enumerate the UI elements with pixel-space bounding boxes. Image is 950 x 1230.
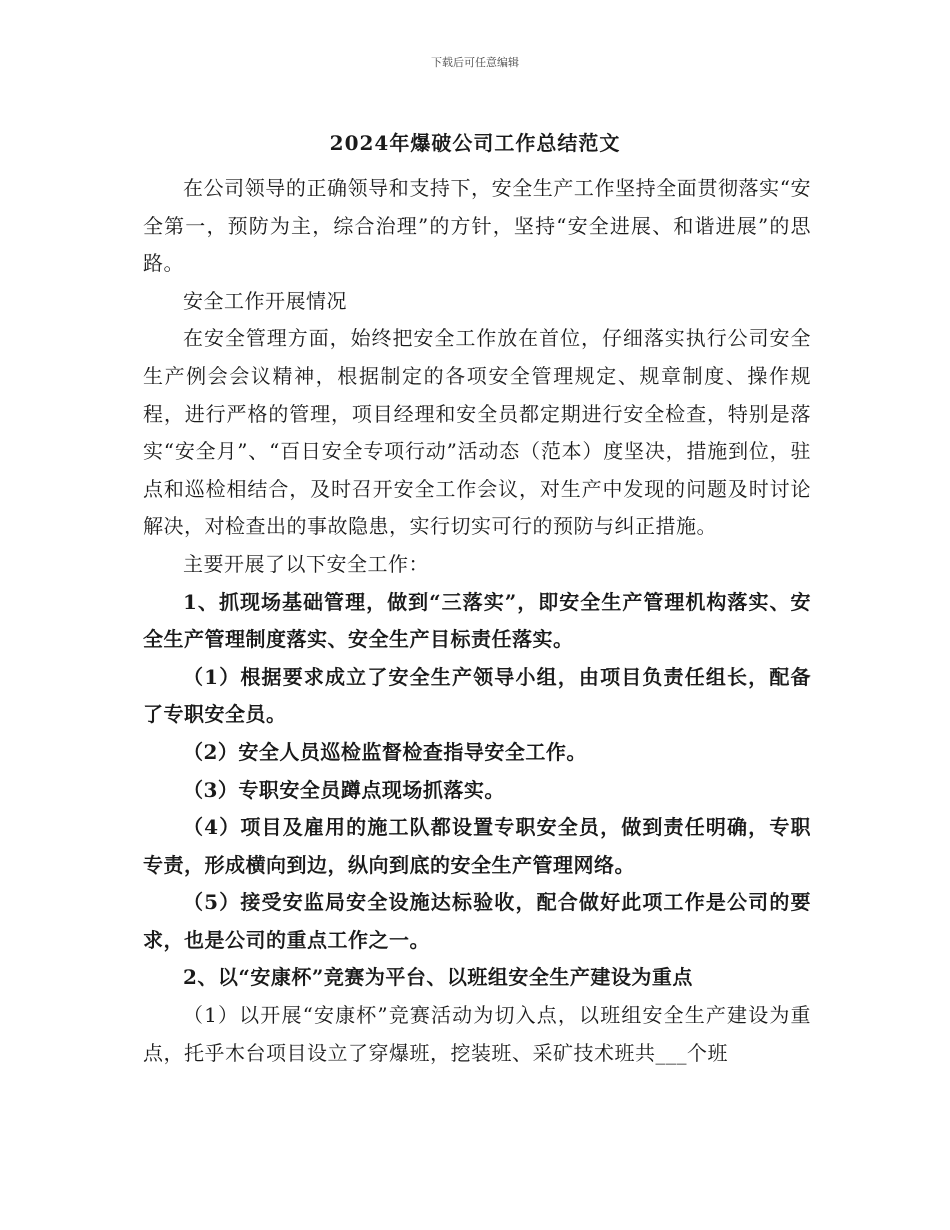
list-heading: 1、抓现场基础管理，做到“三落实”，即安全生产管理机构落实、安全生产管理制度落实、安全生产目标责任落实。 [143, 589, 811, 652]
list-item: （2）安全人员巡检监督检查指导安全工作。 [183, 739, 587, 764]
header-note: 下载后可任意编辑 [431, 56, 519, 69]
list-item: （1）根据要求成立了安全生产领导小组，由项目负责任组长，配备了专职安全员。 [143, 664, 811, 727]
paragraph: （1）以开展“安康杯”竞赛活动为切入点，以班组安全生产建设为重点，托乎木台项目设立了穿爆班，挖装班、采矿技术班共___个班 [143, 1003, 811, 1065]
section-heading: 安全工作开展情况 [183, 288, 347, 313]
paragraph: 在安全管理方面，始终把安全工作放在首位，仔细落实执行公司安全生产例会会议精神，根据制定的各项安全管理规定、规章制度、操作规程，进行严格的管理，项目经理和安全员都定期进行安全检查，特别是落实“安全月”、“百日安全专项行动”活动态（范本）度坚决，措施到位，驻点和巡检相结合，及时召开安全工作会议，对生产中发现的问题及时讨论解决，对检查出的事故隐患，实行切实可行的预防与纠正措施。 [143, 326, 811, 539]
list-item: （4）项目及雇用的施工队都设置专职安全员，做到责任明确，专职专责，形成横向到边，纵向到底的安全生产管理网络。 [143, 815, 811, 877]
document-body [143, 170, 811, 1072]
list-item: （5）接受安监局安全设施达标验收，配合做好此项工作是公司的要求，也是公司的重点工作之一。 [143, 890, 811, 952]
list-item: （3）专职安全员蹲点现场抓落实。 [183, 777, 505, 802]
paragraph: 在公司领导的正确领导和支持下，安全生产工作坚持全面贯彻落实“安全第一，预防为主，综合治理”的方针，坚持“安全进展、和谐进展”的思路。 [143, 176, 811, 276]
document-title: 2024年爆破公司工作总结范文 [329, 131, 621, 155]
paragraph: 主要开展了以下安全工作： [183, 551, 429, 576]
list-heading: 2、以“安康杯”竞赛为平台、以班组安全生产建设为重点 [183, 965, 693, 990]
